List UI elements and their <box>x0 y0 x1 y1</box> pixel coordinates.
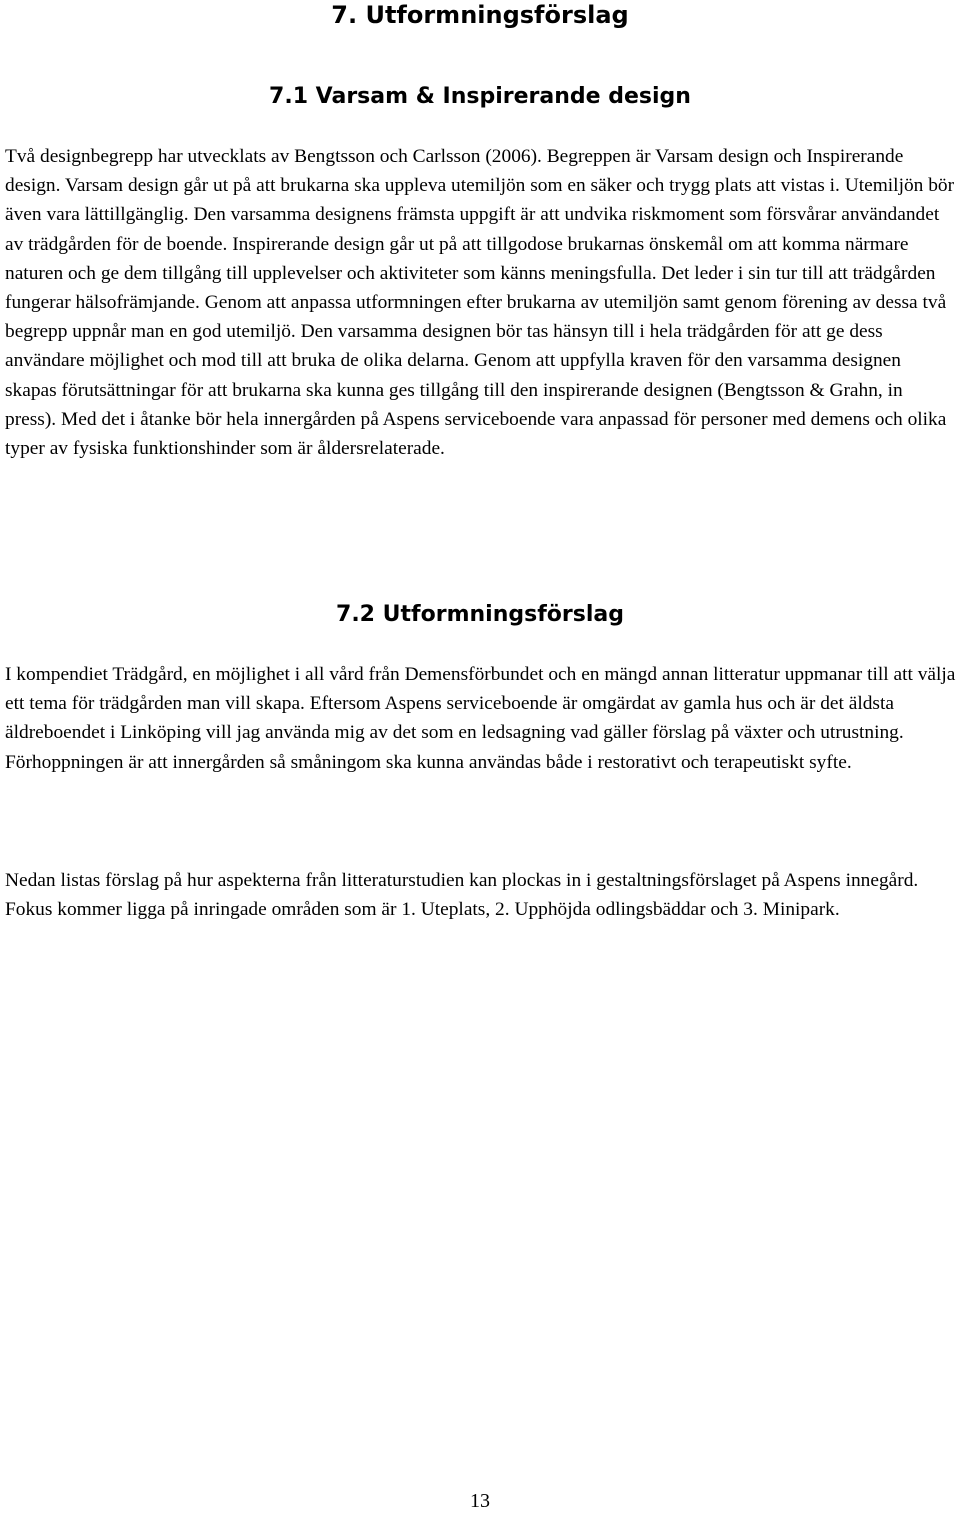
section-7-1-paragraph: Två designbegrepp har utvecklats av Bengtsson och Carlsson (2006). Begreppen är Varsam design och Inspirerande design. Varsam design går ut på att brukarna ska uppleva utemiljön som en säker och trygg plats att vistas i. Utemiljön bör även vara lättillgänglig. Den varsamma designens främsta uppgift är att undvika riskmoment som försvårar användandet av trädgården för de boende. Inspirerande design går ut på att tillgodose brukarnas önskemål om att komma närmare naturen och ge dem tillgång till upplevelser och aktiviteter som känns meningsfulla. Det leder i sin tur till att trädgården fungerar hälsofrämjande. Genom att anpassa utformningen efter brukarna av utemiljön samt genom förening av dessa två begrepp uppnår man en god utemiljö. Den varsamma designen bör tas hänsyn till i hela trädgården för att ge dess användare möjlighet och mod till att bruka de olika delarna. Genom att uppfylla kraven för den varsamma designen skapas förutsättningar för att brukarna ska kunna ges tillgång till den inspirerande designen (Bengtsson & Grahn, in press). Med det i åtanke bör hela innergården på Aspens serviceboende vara anpassad för personer med demens och olika typer av fysiska funktionshinder som är åldersrelaterade. <box>5 146 955 460</box>
page-number: 13 <box>470 1490 490 1512</box>
section-7-2-paragraph-2: Nedan listas förslag på hur aspekterna från litteraturstudien kan plockas in i gestaltningsförslaget på Aspens innegård. Fokus kommer ligga på inringade områden som är 1. Uteplats, 2. Upphöjda odlingsbäddar och 3. Minipark. <box>5 870 919 921</box>
section-7-2-paragraph-1: I kompendiet Trädgård, en möjlighet i all vård från Demensförbundet och en mängd annan litteratur uppmanar till att välja ett tema för trädgården man vill skapa. Eftersom Aspens serviceboende är omgärdat av gamla hus och är det äldsta äldreboendet i Linköping vill jag använda mig av det som en ledsagning vad gäller förslag på växter och utrustning. Förhoppningen är att innergården så småningom ska kunna användas både i restorativt och terapeutiskt syfte. <box>5 664 956 773</box>
chapter-heading: 7. Utformningsförslag <box>331 1 629 29</box>
section-heading-7-2: 7.2 Utformningsförslag <box>336 602 624 627</box>
section-heading-7-1: 7.1 Varsam & Inspirerande design <box>269 84 691 109</box>
